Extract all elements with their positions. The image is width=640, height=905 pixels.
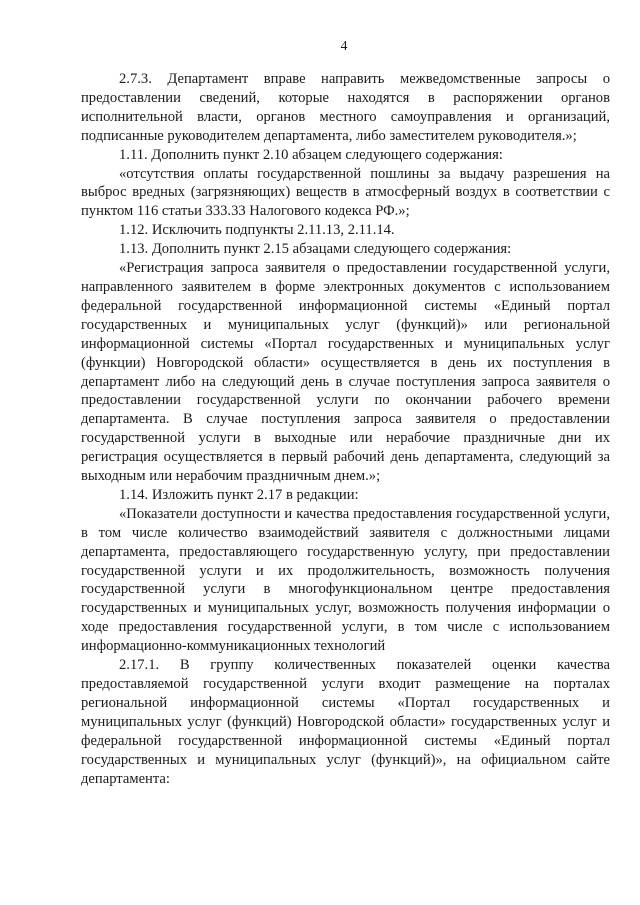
document-body [81, 70, 614, 788]
paragraph-2-7-3: 2.7.3. Департамент вправе направить межведомственные запросы о предоставлении сведений, которые находятся в распоряжении органов исполнительной власти, органов местного самоуправления и организаций, подписанные руководителем департамента, либо заместителем руководителя.»; [81, 71, 614, 144]
paragraph-1-13: 1.13. Дополнить пункт 2.15 абзацами следующего содержания: [119, 241, 512, 258]
paragraph-1-11-text: «отсутствия оплаты государственной пошлины за выдачу разрешения на выброс вредных (загрязняющих) веществ в атмосферный воздух в соответствии с пунктом 116 статьи 333.33 Налогового кодекса РФ.»; [81, 165, 614, 220]
paragraph-1-14-text: «Показатели доступности и качества предоставления государственной услуги, в том числе количество взаимодействий заявителя с должностными лицами департамента, предоставляющего государственную услугу, при предоставлении государственной услуги и их продолжительность, возможность получения государственной услуги в многофункциональном центре предоставления государственных и муниципальных услуг, возможность получения информации о ходе предоставления государственной услуги, в том числе с использованием информационно-коммуникационных технологий [81, 505, 614, 655]
paragraph-1-11: 1.11. Дополнить пункт 2.10 абзацем следующего содержания: [119, 146, 503, 163]
paragraph-1-14: 1.14. Изложить пункт 2.17 в редакции: [119, 486, 359, 503]
paragraph-1-13-text: «Регистрация запроса заявителя о предоставлении государственной услуги, направленного заявителем в форме электронных документов с использованием федеральной государственной информационной системы «Единый портал государственных и муниципальных услуг (функций)» или региональной информационной системы «Портал государственных и муниципальных услуг (функции) Новгородской области» осуществляется в день их поступления в департамент либо на следующий день в случае поступления запроса заявителя о предоставлении государственной услуги по окончании рабочего времени департамента. В случае поступления запроса заявителя о предоставлении государственной услуги в выходные или нерабочие праздничные дни их регистрация осуществляется в первый рабочий день департамента, следующий за выходным или нерабочим праздничным днем.»; [81, 260, 614, 485]
paragraph-2-17-1: 2.17.1. В группу количественных показателей оценки качества предоставляемой государственной услуги входит размещение на порталах региональной информационной системы «Портал государственных и муниципальных услуг (функций) Новгородской области» государственных услуг и федеральной государственной информационной системы «Единый портал государственных и муниципальных услуг (функций)», на официальном сайте департамента: [81, 657, 614, 787]
page-number: 4 [340, 38, 348, 53]
paragraph-1-12: 1.12. Исключить подпункты 2.11.13, 2.11.14. [119, 222, 395, 239]
